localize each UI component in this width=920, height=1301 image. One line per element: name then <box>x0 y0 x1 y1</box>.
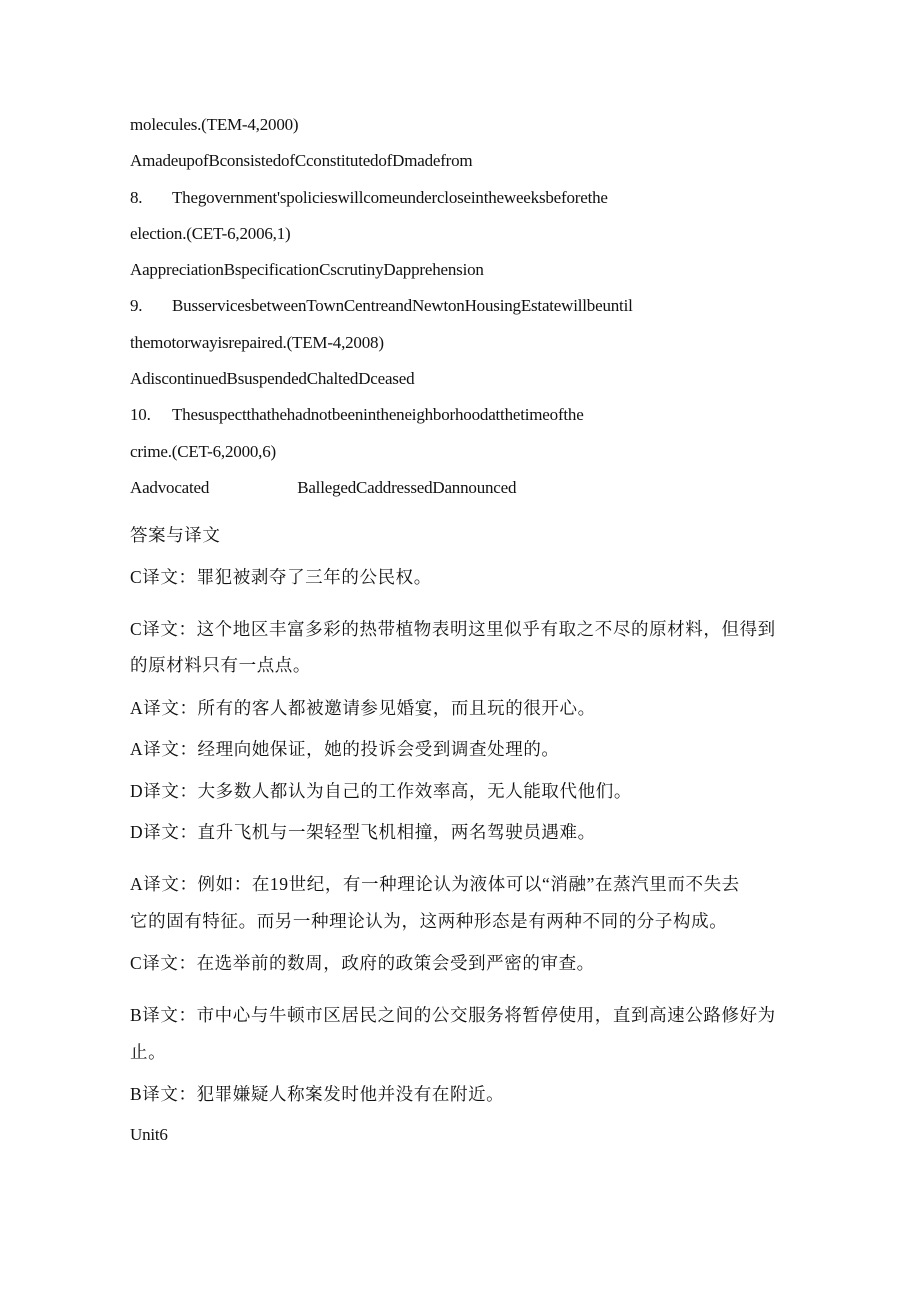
answer-10: B译文：犯罪嫌疑人称案发时他并没有在附近。 <box>130 1084 505 1104</box>
q9-cont: themotorwayisrepaired.(TEM-4,2008) <box>130 333 384 352</box>
q7-options: AmadeupofBconsistedofCconstitutedofDmadefrom <box>130 151 473 170</box>
q8-number: 8. <box>130 188 143 207</box>
q8-text: Thegovernment'spolicieswillcomeundercloseintheweeksbeforethe <box>172 188 608 207</box>
q8-options: AappreciationBspecificationCscrutinyDapprehension <box>130 260 484 279</box>
answer-2-line-2: 的原材料只有一点点。 <box>130 655 311 675</box>
answer-6: D译文：直升飞机与一架轻型飞机相撞，两名驾驶员遇难。 <box>130 822 596 842</box>
q9-text: BusservicesbetweenTownCentreandNewtonHousingEstatewillbeuntil <box>172 296 633 315</box>
q10-options <box>130 478 516 498</box>
q10-options-rest: BallegedCaddressedDannounced <box>297 478 517 497</box>
q8-stem <box>130 188 608 208</box>
answer-7-line-1: A译文：例如：在19世纪，有一种理论认为液体可以“消融”在蒸汽里而不失去 <box>130 874 740 894</box>
answer-3: A译文：所有的客人都被邀请参见婚宴，而且玩的很开心。 <box>130 698 596 718</box>
q7-tail: molecules.(TEM-4,2000) <box>130 115 299 134</box>
answer-5: D译文：大多数人都认为自己的工作效率高，无人能取代他们。 <box>130 781 632 801</box>
q10-stem <box>130 405 584 425</box>
answer-1: C译文：罪犯被剥夺了三年的公民权。 <box>130 567 432 587</box>
q10-option-a: Aadvocated <box>130 478 210 497</box>
q10-text: Thesuspectthathehadnotbeenintheneighborhoodatthetimeofthe <box>172 405 584 424</box>
answer-4: A译文：经理向她保证，她的投诉会受到调查处理的。 <box>130 739 560 759</box>
answer-7-line-2: 它的固有特征。而另一种理论认为，这两种形态是有两种不同的分子构成。 <box>130 911 728 931</box>
q10-number: 10. <box>130 405 151 424</box>
answer-8: C译文：在选举前的数周，政府的政策会受到严密的审查。 <box>130 953 595 973</box>
answers-heading: 答案与译文 <box>130 525 221 545</box>
q9-options: AdiscontinuedBsuspendedChaltedDceased <box>130 369 415 388</box>
answer-9-line-1: B译文：市中心与牛顿市区居民之间的公交服务将暂停使用，直到高速公路修好为 <box>130 1005 776 1025</box>
q9-number: 9. <box>130 296 143 315</box>
answer-9-line-2: 止。 <box>130 1042 167 1062</box>
next-unit-heading: Unit6 <box>130 1125 168 1144</box>
q8-cont: election.(CET-6,2006,1) <box>130 224 291 243</box>
q10-cont: crime.(CET-6,2000,6) <box>130 442 276 461</box>
q9-stem <box>130 296 633 316</box>
answer-2-line-1: C译文：这个地区丰富多彩的热带植物表明这里似乎有取之不尽的原材料，但得到 <box>130 619 776 639</box>
